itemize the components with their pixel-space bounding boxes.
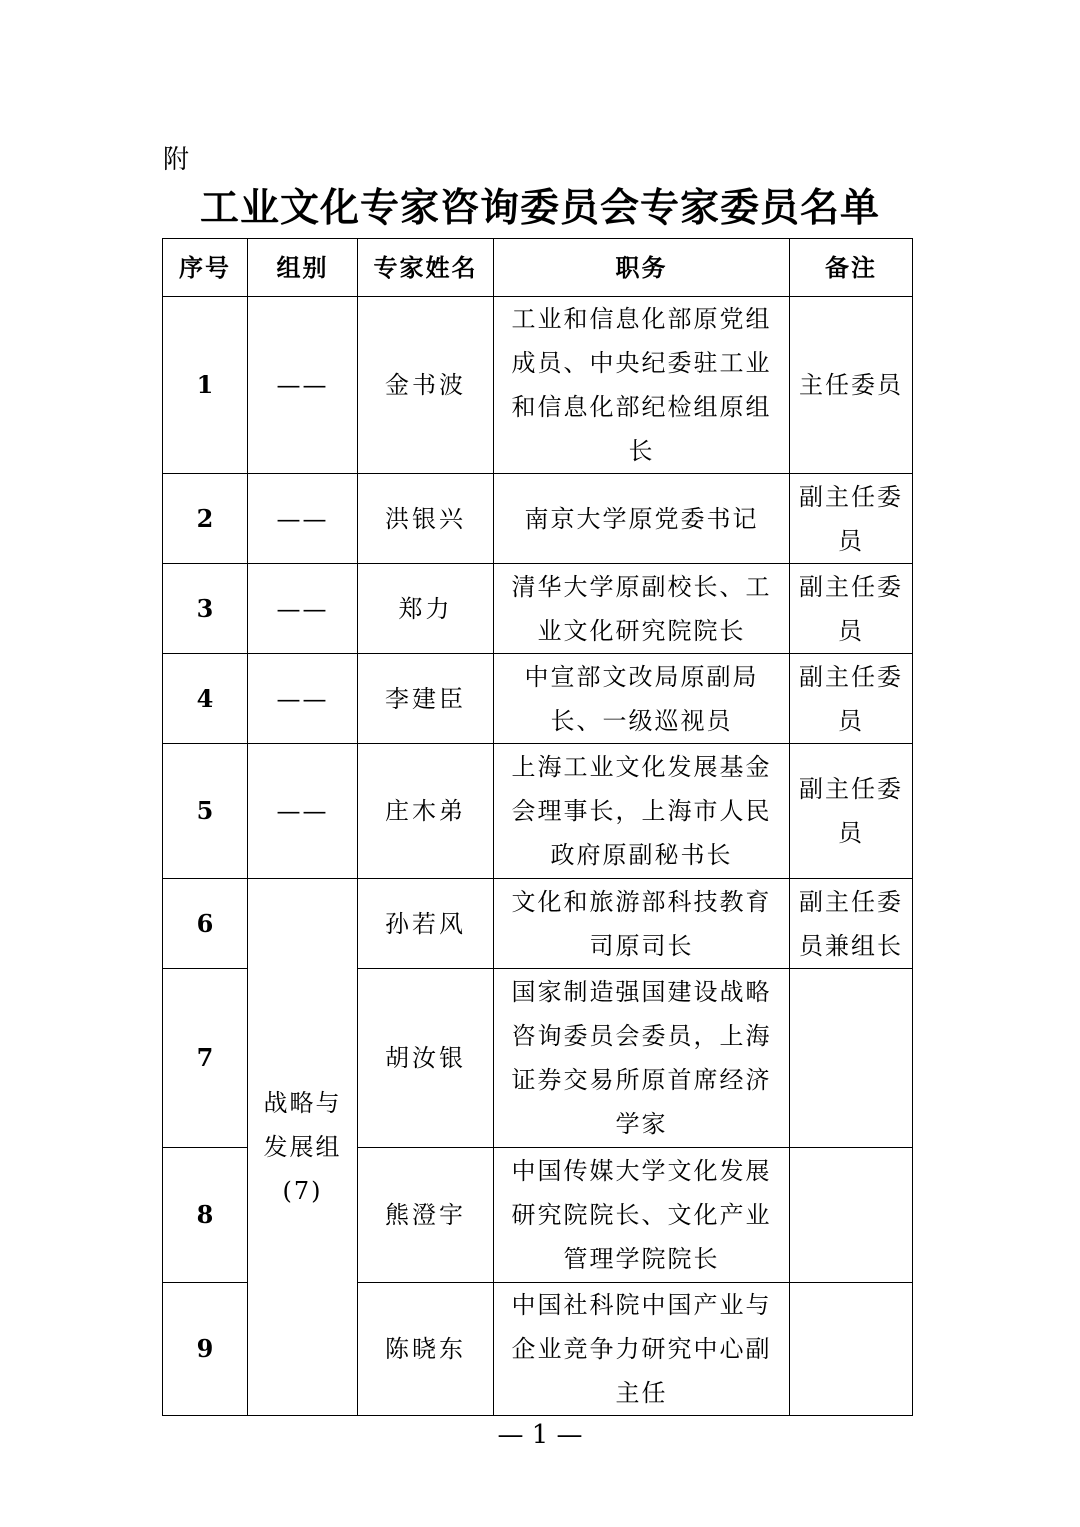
- expert-roster-table: [162, 238, 913, 1416]
- row-group: ——: [248, 297, 358, 474]
- table-header-row: [163, 239, 913, 297]
- row-remark: 副主任委员兼组长: [790, 879, 913, 969]
- row-duty: 文化和旅游部科技教育司原司长: [494, 879, 790, 969]
- row-no: 1: [163, 297, 248, 474]
- table-row: [163, 654, 913, 744]
- row-remark: [790, 969, 913, 1148]
- header-duty: 职务: [494, 239, 790, 297]
- header-no: 序号: [163, 239, 248, 297]
- row-no: 6: [163, 879, 248, 969]
- row-no: 8: [163, 1148, 248, 1283]
- row-remark: 副主任委员: [790, 744, 913, 879]
- row-no: 5: [163, 744, 248, 879]
- row-no: 2: [163, 474, 248, 564]
- row-name: 孙若风: [358, 879, 494, 969]
- header-name: 专家姓名: [358, 239, 494, 297]
- row-no: 4: [163, 654, 248, 744]
- group-strategy-development: [248, 879, 358, 1416]
- row-name: 熊澄宇: [358, 1148, 494, 1283]
- row-name: 李建臣: [358, 654, 494, 744]
- row-duty: 中国传媒大学文化发展研究院院长、文化产业管理学院院长: [494, 1148, 790, 1283]
- header-group: 组别: [248, 239, 358, 297]
- table-row: [163, 474, 913, 564]
- row-remark: [790, 1148, 913, 1283]
- row-remark: [790, 1283, 913, 1416]
- row-remark: 副主任委员: [790, 564, 913, 654]
- row-remark: 主任委员: [790, 297, 913, 474]
- document-title: 工业文化专家咨询委员会专家委员名单: [199, 185, 880, 231]
- row-remark: 副主任委员: [790, 474, 913, 564]
- group-label-line: 发展组: [263, 1133, 342, 1161]
- row-remark: 副主任委员: [790, 654, 913, 744]
- row-duty: 工业和信息化部原党组成员、中央纪委驻工业和信息化部纪检组原组长: [494, 297, 790, 474]
- group-label-line: 战略与: [263, 1089, 342, 1117]
- row-duty: 上海工业文化发展基金会理事长，上海市人民政府原副秘书长: [494, 744, 790, 879]
- table-row: [163, 564, 913, 654]
- row-no: 7: [163, 969, 248, 1148]
- row-duty: 中国社科院中国产业与企业竞争力研究中心副主任: [494, 1283, 790, 1416]
- table-row: [163, 879, 913, 969]
- row-group: ——: [248, 654, 358, 744]
- attachment-label: 附: [163, 145, 190, 175]
- page-number: — 1 —: [497, 1420, 583, 1450]
- row-name: 郑力: [358, 564, 494, 654]
- header-remark: 备注: [790, 239, 913, 297]
- row-name: 洪银兴: [358, 474, 494, 564]
- row-duty: 清华大学原副校长、工业文化研究院院长: [494, 564, 790, 654]
- row-name: 陈晓东: [358, 1283, 494, 1416]
- row-group: ——: [248, 474, 358, 564]
- group-label-count: (7): [282, 1177, 323, 1205]
- row-no: 3: [163, 564, 248, 654]
- table-row: [163, 297, 913, 474]
- row-name: 庄木弟: [358, 744, 494, 879]
- row-group: ——: [248, 564, 358, 654]
- row-group: ——: [248, 744, 358, 879]
- table-row: [163, 744, 913, 879]
- row-duty: 南京大学原党委书记: [494, 474, 790, 564]
- row-name: 胡汝银: [358, 969, 494, 1148]
- row-no: 9: [163, 1283, 248, 1416]
- row-duty: 国家制造强国建设战略咨询委员会委员，上海证券交易所原首席经济学家: [494, 969, 790, 1148]
- row-duty: 中宣部文改局原副局长、一级巡视员: [494, 654, 790, 744]
- row-name: 金书波: [358, 297, 494, 474]
